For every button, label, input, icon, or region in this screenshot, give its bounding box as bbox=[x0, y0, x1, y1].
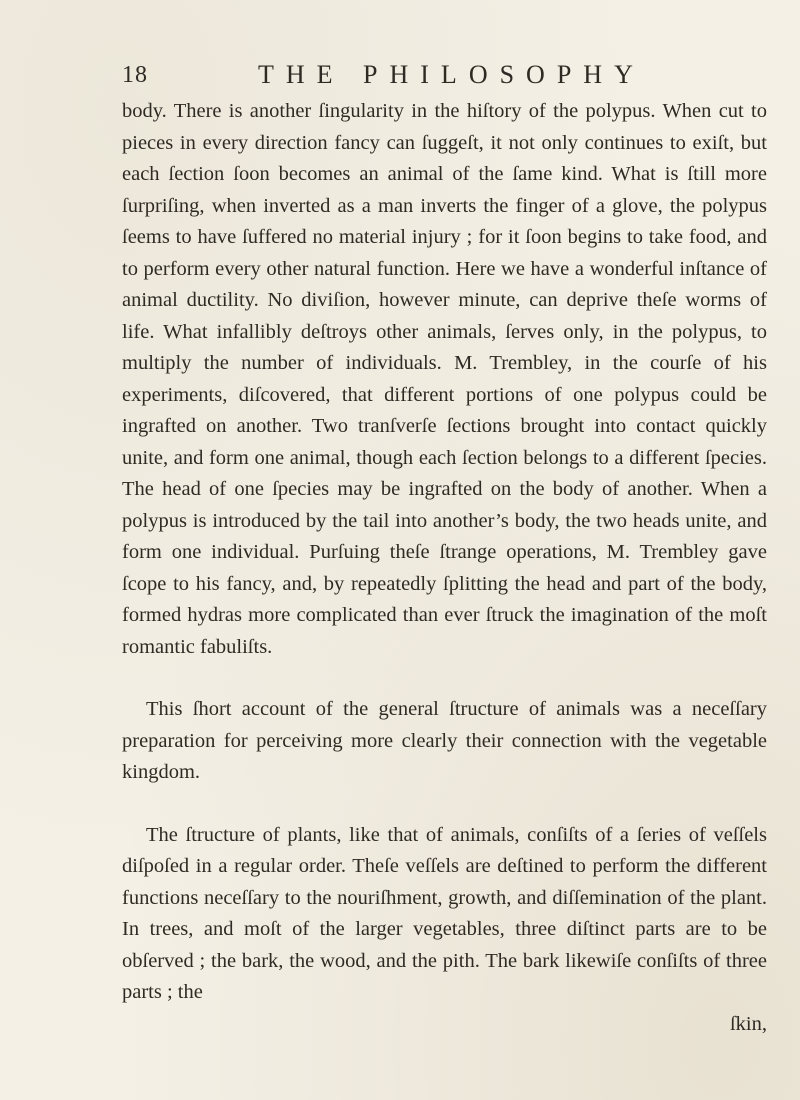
paragraph-polypus: body. There is another ſingularity in the hiſtory of the polypus. When cut to pieces in every direction fancy can ſuggeſt, it not only continues to exiſt, but each ſection ſoon becomes an animal of the ſame kind. What is ſtill more ſurpriſing, when inverted as a man inverts the finger of a glove, the polypus ſeems to have ſuffered no material injury ; for it ſoon begins to take food, and to perform every other natural function. Here we have a wonderful inſtance of animal ductility. No diviſion, however minute, can deprive theſe worms of life. What infallibly deſtroys other animals, ſerves only, in the polypus, to multiply the number of individuals. M. Trembley, in the courſe of his experiments, diſcovered, that different portions of one polypus could be ingrafted on another. Two tranſverſe ſections brought into contact quickly unite, and form one animal, though each ſection belongs to a different ſpecies. The head of one ſpecies may be ingrafted on the body of another. When a polypus is introduced by the tail into another’s body, the two heads unite, and form one individual. Purſuing theſe ſtrange operations, M. Trembley gave ſcope to his fancy, and, by repeatedly ſplitting the head and part of the body, formed hydras more complicated than ever ſtruck the imagination of the moſt romantic fabuliſts. bbox=[122, 100, 767, 658]
page-number: 18 bbox=[122, 62, 148, 88]
catchword: ſkin, bbox=[729, 1012, 767, 1035]
text-body bbox=[122, 96, 767, 1040]
paragraph-spacer bbox=[122, 663, 767, 694]
paragraph-summary: This ſhort account of the general ſtructure of animals was a neceſſary preparation for perceiving more clearly their connection with the vegetable kingdom. bbox=[122, 698, 767, 783]
paragraph-plant-structure: The ſtructure of plants, like that of animals, conſiſts of a ſeries of veſſels diſpoſed in a regular order. Theſe veſſels are deſtined to perform the different functions neceſſary to the nouriſhment, growth, and diſſemination of the plant. In trees, and moſt of the larger vegetables, three diſtinct parts are to be obſerved ; the bark, the wood, and the pith. The bark likewiſe conſiſts of three parts ; the bbox=[122, 823, 767, 1003]
paragraph-spacer bbox=[122, 789, 767, 820]
running-head: THE PHILOSOPHY bbox=[258, 60, 645, 89]
